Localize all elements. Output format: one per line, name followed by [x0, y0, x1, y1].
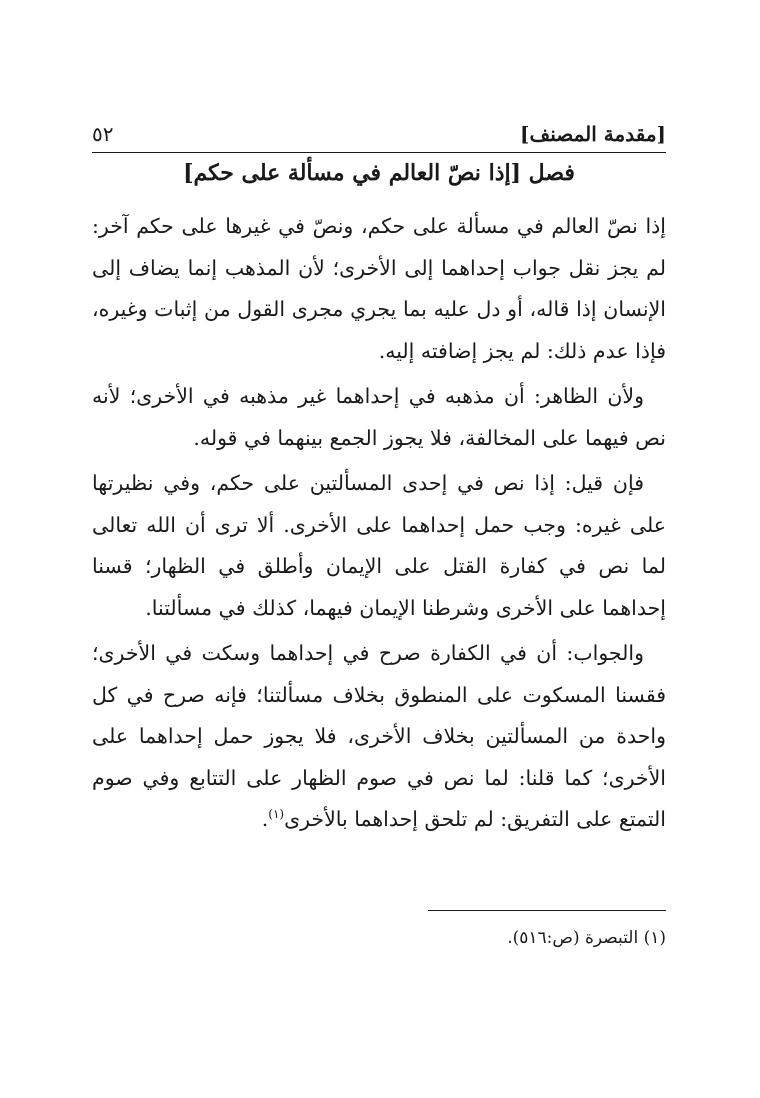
footnote-divider — [428, 910, 666, 911]
footnote: (١) التبصرة (ص:٥١٦). — [507, 928, 666, 948]
paragraph-4-end: . — [261, 807, 269, 831]
footnote-marker: (١) — [268, 807, 285, 822]
paragraph-4 — [92, 633, 666, 841]
paragraph-1: إذا نصّ العالم في مسألة على حكم، ونصّ في غيرها على حكم آخر: لم يجز نقل جواب إحداهما إلى الأخرى؛ لأن المذهب إنما يضاف إلى الإنسان إذا قاله، أو دل عليه بما يجري مجرى القول من إثبات وغيره، فإذا عدم ذلك: لم يجز إضافته إليه. — [92, 214, 666, 363]
section-title: فصل [إذا نصّ العالم في مسألة على حكم] — [183, 160, 575, 186]
running-title: [مقدمة المصنف] — [520, 122, 666, 146]
body-text — [92, 206, 666, 845]
paragraph-2: ولأن الظاهر: أن مذهبه في إحداهما غير مذهبه في الأخرى؛ لأنه نص فيهما على المخالفة، فلا يجوز الجمع بينهما في قوله. — [92, 384, 666, 450]
page-header — [92, 118, 666, 153]
paragraph-4-text: والجواب: أن في الكفارة صرح في إحداهما وسكت في الأخرى؛ فقسنا المسكوت على المنطوق بخلاف مسألتنا؛ فإنه صرح في كل واحدة من المسألتين بخلاف الأخرى، فلا يجوز حمل إحداهما على الأخرى؛ كما قلنا: لما نص في صوم الظهار على التتابع وفي صوم التمتع على التفريق: لم تلحق إحداهما بالأخرى — [92, 641, 666, 831]
paragraph-3: فإن قيل: إذا نص في إحدى المسألتين على حكم، وفي نظيرتها على غيره: وجب حمل إحداهما على الأخرى. ألا ترى أن الله تعالى لما نص في كفارة القتل على الإيمان وأطلق في الظهار؛ قسنا إحداهما على الأخرى وشرطنا الإيمان فيهما، كذلك في مسألتنا. — [92, 471, 666, 620]
page-number: ٥٢ — [92, 122, 114, 146]
